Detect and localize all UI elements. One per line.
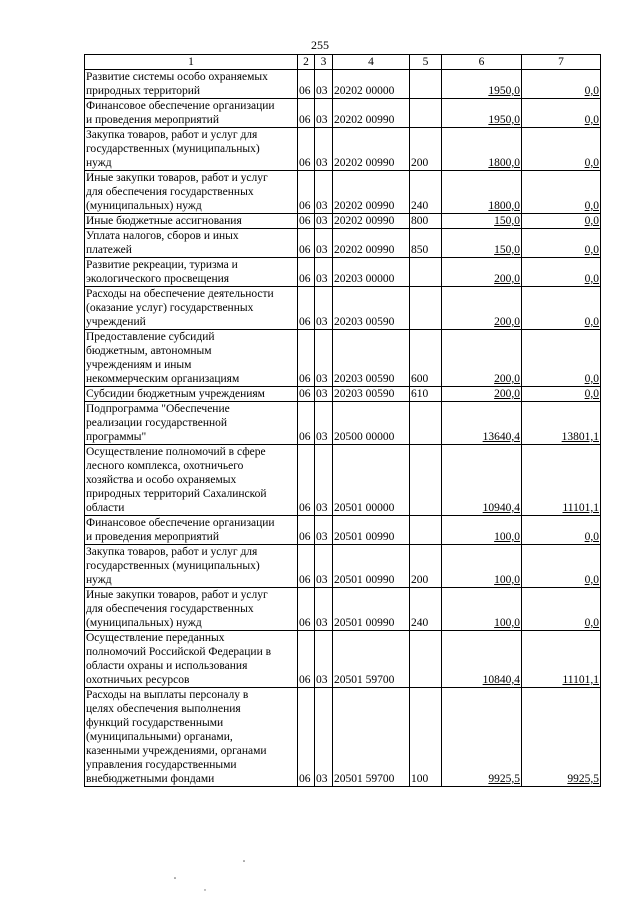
row-target-article: 20202 00990 — [333, 99, 410, 128]
row-amount-year1-value: 100,0 — [494, 617, 520, 629]
row-section: 06 — [298, 258, 315, 287]
row-amount-year2 — [522, 631, 601, 688]
row-name: Подпрограмма "Обеспечение реализации государственной программы" — [85, 402, 298, 445]
table-row — [85, 214, 601, 229]
row-amount-year2 — [522, 99, 601, 128]
budget-table — [84, 54, 601, 787]
row-name: Закупка товаров, работ и услуг для государственных (муниципальных) нужд — [85, 128, 298, 171]
row-name: Закупка товаров, работ и услуг для государственных (муниципальных) нужд — [85, 545, 298, 588]
row-amount-year1 — [442, 631, 522, 688]
row-target-article: 20202 00990 — [333, 214, 410, 229]
row-amount-year1 — [442, 445, 522, 516]
row-subsection: 03 — [315, 287, 333, 330]
row-amount-year2-value: 13801,1 — [561, 431, 599, 443]
column-header: 7 — [522, 55, 601, 70]
row-subsection: 03 — [315, 330, 333, 387]
row-amount-year2 — [522, 588, 601, 631]
row-amount-year1-value: 150,0 — [494, 244, 520, 256]
row-amount-year2-value: 0,0 — [584, 531, 599, 543]
row-amount-year1 — [442, 229, 522, 258]
row-name: Иные бюджетные ассигнования — [85, 214, 298, 229]
row-amount-year2-value: 0,0 — [584, 373, 599, 385]
row-amount-year1 — [442, 70, 522, 99]
row-section: 06 — [298, 99, 315, 128]
row-target-article: 20501 00990 — [333, 588, 410, 631]
row-target-article: 20203 00590 — [333, 330, 410, 387]
row-target-article: 20203 00590 — [333, 387, 410, 402]
row-amount-year2-value: 0,0 — [584, 273, 599, 285]
row-expense-type — [410, 631, 442, 688]
row-subsection: 03 — [315, 258, 333, 287]
row-amount-year1 — [442, 387, 522, 402]
row-amount-year1-value: 9925,5 — [488, 773, 520, 785]
row-expense-type: 100 — [410, 688, 442, 787]
row-amount-year2-value: 0,0 — [584, 617, 599, 629]
row-amount-year2 — [522, 545, 601, 588]
row-amount-year1-value: 1950,0 — [488, 114, 520, 126]
table-row — [85, 99, 601, 128]
row-subsection: 03 — [315, 99, 333, 128]
row-subsection: 03 — [315, 688, 333, 787]
row-amount-year2 — [522, 287, 601, 330]
row-expense-type: 800 — [410, 214, 442, 229]
row-expense-type — [410, 516, 442, 545]
row-amount-year2-value: 11101,1 — [562, 674, 599, 686]
row-section: 06 — [298, 287, 315, 330]
column-header: 2 — [298, 55, 315, 70]
row-subsection: 03 — [315, 214, 333, 229]
row-expense-type: 240 — [410, 171, 442, 214]
row-subsection: 03 — [315, 588, 333, 631]
row-amount-year1-value: 150,0 — [494, 215, 520, 227]
row-amount-year1 — [442, 545, 522, 588]
row-name: Осуществление полномочий в сфере лесного комплекса, охотничьего хозяйства и особо охраняемых природных территорий Сахалинской области — [85, 445, 298, 516]
row-name: Финансовое обеспечение организации и проведения мероприятий — [85, 516, 298, 545]
row-section: 06 — [298, 330, 315, 387]
row-amount-year1 — [442, 516, 522, 545]
row-expense-type: 600 — [410, 330, 442, 387]
row-amount-year2 — [522, 128, 601, 171]
row-expense-type — [410, 258, 442, 287]
row-amount-year2-value: 0,0 — [584, 244, 599, 256]
row-section: 06 — [298, 128, 315, 171]
row-section: 06 — [298, 516, 315, 545]
row-target-article: 20501 59700 — [333, 688, 410, 787]
row-expense-type — [410, 402, 442, 445]
row-expense-type: 610 — [410, 387, 442, 402]
table-row — [85, 70, 601, 99]
table-body — [85, 70, 601, 787]
row-section: 06 — [298, 545, 315, 588]
row-name: Предоставление субсидий бюджетным, автономным учреждениям и иным некоммерческим организациям — [85, 330, 298, 387]
row-amount-year2 — [522, 387, 601, 402]
row-amount-year1-value: 200,0 — [494, 373, 520, 385]
row-name: Финансовое обеспечение организации и проведения мероприятий — [85, 99, 298, 128]
row-expense-type: 850 — [410, 229, 442, 258]
row-amount-year2 — [522, 402, 601, 445]
row-subsection: 03 — [315, 631, 333, 688]
header-row — [85, 55, 601, 70]
row-target-article: 20501 59700 — [333, 631, 410, 688]
row-name: Осуществление переданных полномочий Российской Федерации в области охраны и использования охотничьих ресурсов — [85, 631, 298, 688]
column-header: 4 — [333, 55, 410, 70]
row-expense-type — [410, 287, 442, 330]
column-header: 3 — [315, 55, 333, 70]
row-target-article: 20500 00000 — [333, 402, 410, 445]
row-amount-year2 — [522, 516, 601, 545]
row-amount-year1-value: 10940,4 — [482, 502, 520, 514]
row-amount-year1-value: 10840,4 — [482, 674, 520, 686]
row-target-article: 20501 00990 — [333, 545, 410, 588]
row-amount-year1 — [442, 330, 522, 387]
row-amount-year2 — [522, 445, 601, 516]
row-amount-year1 — [442, 688, 522, 787]
row-section: 06 — [298, 387, 315, 402]
row-name: Уплата налогов, сборов и иных платежей — [85, 229, 298, 258]
row-name: Развитие системы особо охраняемых природных территорий — [85, 70, 298, 99]
row-section: 06 — [298, 688, 315, 787]
row-subsection: 03 — [315, 128, 333, 171]
row-subsection: 03 — [315, 229, 333, 258]
row-amount-year1 — [442, 128, 522, 171]
row-name: Расходы на обеспечение деятельности (оказание услуг) государственных учреждений — [85, 287, 298, 330]
row-subsection: 03 — [315, 171, 333, 214]
row-amount-year2 — [522, 330, 601, 387]
row-amount-year2 — [522, 688, 601, 787]
row-target-article: 20203 00000 — [333, 258, 410, 287]
table-row — [85, 287, 601, 330]
row-target-article: 20202 00990 — [333, 171, 410, 214]
row-amount-year1 — [442, 588, 522, 631]
row-expense-type — [410, 445, 442, 516]
row-amount-year2-value: 0,0 — [584, 316, 599, 328]
table-row — [85, 387, 601, 402]
row-subsection: 03 — [315, 516, 333, 545]
row-amount-year1-value: 100,0 — [494, 574, 520, 586]
row-name: Развитие рекреации, туризма и экологического просвещения — [85, 258, 298, 287]
table-row — [85, 588, 601, 631]
row-amount-year1 — [442, 99, 522, 128]
row-section: 06 — [298, 70, 315, 99]
row-amount-year2-value: 0,0 — [584, 215, 599, 227]
row-subsection: 03 — [315, 402, 333, 445]
table-row — [85, 516, 601, 545]
row-amount-year2-value: 0,0 — [584, 85, 599, 97]
row-target-article: 20501 00990 — [333, 516, 410, 545]
row-amount-year1 — [442, 258, 522, 287]
row-amount-year2 — [522, 214, 601, 229]
row-amount-year2 — [522, 70, 601, 99]
table-row — [85, 330, 601, 387]
table-row — [85, 631, 601, 688]
row-amount-year2-value: 0,0 — [584, 114, 599, 126]
row-name: Иные закупки товаров, работ и услуг для обеспечения государственных (муниципальных) нужд — [85, 171, 298, 214]
row-amount-year2 — [522, 258, 601, 287]
row-section: 06 — [298, 588, 315, 631]
row-expense-type — [410, 99, 442, 128]
row-amount-year1-value: 13640,4 — [482, 431, 520, 443]
row-expense-type: 200 — [410, 545, 442, 588]
row-amount-year1-value: 200,0 — [494, 273, 520, 285]
row-amount-year1-value: 1950,0 — [488, 85, 520, 97]
row-amount-year2 — [522, 229, 601, 258]
row-amount-year2-value: 0,0 — [584, 388, 599, 400]
row-amount-year1-value: 1800,0 — [488, 200, 520, 212]
row-name: Иные закупки товаров, работ и услуг для обеспечения государственных (муниципальных) нужд — [85, 588, 298, 631]
row-expense-type: 240 — [410, 588, 442, 631]
row-amount-year2 — [522, 171, 601, 214]
row-amount-year1-value: 200,0 — [494, 388, 520, 400]
table-row — [85, 171, 601, 214]
row-amount-year2-value: 11101,1 — [562, 502, 599, 514]
row-subsection: 03 — [315, 70, 333, 99]
row-expense-type — [410, 70, 442, 99]
table-row — [85, 445, 601, 516]
row-subsection: 03 — [315, 545, 333, 588]
row-amount-year2-value: 0,0 — [584, 157, 599, 169]
row-amount-year1 — [442, 287, 522, 330]
row-section: 06 — [298, 631, 315, 688]
column-header: 6 — [442, 55, 522, 70]
row-amount-year1-value: 200,0 — [494, 316, 520, 328]
row-section: 06 — [298, 229, 315, 258]
row-amount-year1-value: 1800,0 — [488, 157, 520, 169]
row-section: 06 — [298, 445, 315, 516]
table-row — [85, 402, 601, 445]
row-amount-year2-value: 0,0 — [584, 574, 599, 586]
row-subsection: 03 — [315, 387, 333, 402]
row-amount-year1 — [442, 402, 522, 445]
row-section: 06 — [298, 214, 315, 229]
row-section: 06 — [298, 171, 315, 214]
row-amount-year2-value: 9925,5 — [567, 773, 599, 785]
table-row — [85, 688, 601, 787]
row-section: 06 — [298, 402, 315, 445]
table-row — [85, 258, 601, 287]
row-amount-year1 — [442, 214, 522, 229]
row-target-article: 20501 00000 — [333, 445, 410, 516]
row-target-article: 20202 00990 — [333, 128, 410, 171]
column-header: 1 — [85, 55, 298, 70]
row-name: Расходы на выплаты персоналу в целях обеспечения выполнения функций государственными (муниципальными) органами, казенными учреждениями, органами управления государственными внебюджетными фондами — [85, 688, 298, 787]
row-expense-type: 200 — [410, 128, 442, 171]
row-amount-year2-value: 0,0 — [584, 200, 599, 212]
table-row — [85, 229, 601, 258]
page-number: 255 — [311, 38, 329, 52]
row-name: Субсидии бюджетным учреждениям — [85, 387, 298, 402]
table-row — [85, 545, 601, 588]
table-row — [85, 128, 601, 171]
row-amount-year1 — [442, 171, 522, 214]
row-target-article: 20203 00590 — [333, 287, 410, 330]
row-target-article: 20202 00990 — [333, 229, 410, 258]
column-header: 5 — [410, 55, 442, 70]
row-subsection: 03 — [315, 445, 333, 516]
row-amount-year1-value: 100,0 — [494, 531, 520, 543]
row-target-article: 20202 00000 — [333, 70, 410, 99]
